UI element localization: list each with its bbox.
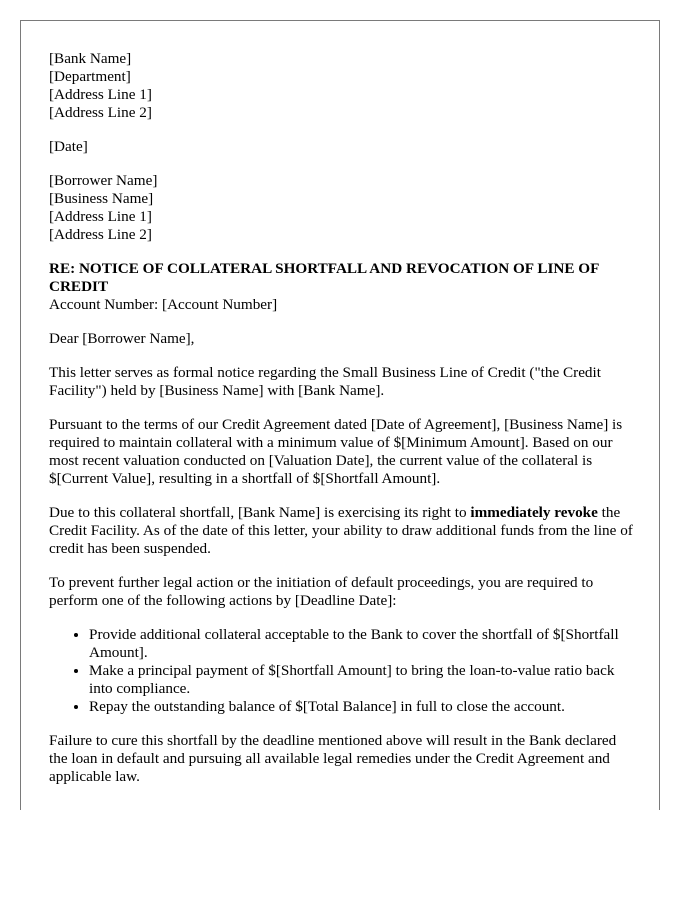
paragraph-agreement: Pursuant to the terms of our Credit Agreement dated [Date of Agreement], [Business Name] is required to maintain collateral with a minimum value of $[Minimum Amount]. Based on our most recent valuation conducted on [Valuation Date], the current value of the collateral is $[Current Value], resulting in a shortfall of $[Shortfall Amount]. bbox=[49, 416, 623, 487]
paragraph-notice: This letter serves as formal notice regarding the Small Business Line of Credit ("the Credit Facility") held by [Business Name] with [Bank Name]. bbox=[49, 364, 601, 399]
letter-body bbox=[49, 50, 635, 802]
revocation-text-end: the Credit Facility. As of the date of this letter, your ability to draw additional funds from the line of credit has been suspended. bbox=[49, 504, 633, 557]
revocation-emphasis: immediately revoke bbox=[470, 504, 598, 521]
salutation: Dear [Borrower Name], bbox=[49, 330, 195, 347]
recipient-address bbox=[49, 172, 635, 244]
list-item: • Repay the outstanding balance of $[Total Balance] in full to close the account. bbox=[89, 698, 635, 716]
letter-date: [Date] bbox=[49, 138, 88, 155]
list-item: • Provide additional collateral acceptable to the Bank to cover the shortfall of $[Shortfall Amount]. bbox=[89, 626, 635, 662]
sender-address-line-2: [Address Line 2] bbox=[49, 104, 152, 121]
letter-page bbox=[20, 20, 660, 810]
paragraph-consequences: Failure to cure this shortfall by the deadline mentioned above will result in the Bank declared the loan in default and pursuing all available legal remedies under the Credit Agreement and applicable law. bbox=[49, 732, 617, 785]
sender-address-line-1: [Address Line 1] bbox=[49, 86, 152, 103]
sender-bank-name: [Bank Name] bbox=[49, 50, 132, 67]
recipient-address-line-1: [Address Line 1] bbox=[49, 208, 152, 225]
sender-address bbox=[49, 50, 635, 122]
account-number: Account Number: [Account Number] bbox=[49, 296, 278, 313]
recipient-business-name: [Business Name] bbox=[49, 190, 154, 207]
recipient-borrower-name: [Borrower Name] bbox=[49, 172, 158, 189]
sender-department: [Department] bbox=[49, 68, 131, 85]
paragraph-revocation bbox=[49, 504, 635, 558]
actions-list bbox=[49, 626, 635, 716]
revocation-text-start: Due to this collateral shortfall, [Bank Name] is exercising its right to bbox=[49, 504, 471, 521]
recipient-address-line-2: [Address Line 2] bbox=[49, 226, 152, 243]
list-item: • Make a principal payment of $[Shortfall Amount] to bring the loan-to-value ratio back into compliance. bbox=[89, 662, 635, 698]
paragraph-required-actions: To prevent further legal action or the initiation of default proceedings, you are required to perform one of the following actions by [Deadline Date]: bbox=[49, 574, 594, 609]
subject-line: RE: NOTICE OF COLLATERAL SHORTFALL AND REVOCATION OF LINE OF CREDIT bbox=[49, 260, 599, 295]
